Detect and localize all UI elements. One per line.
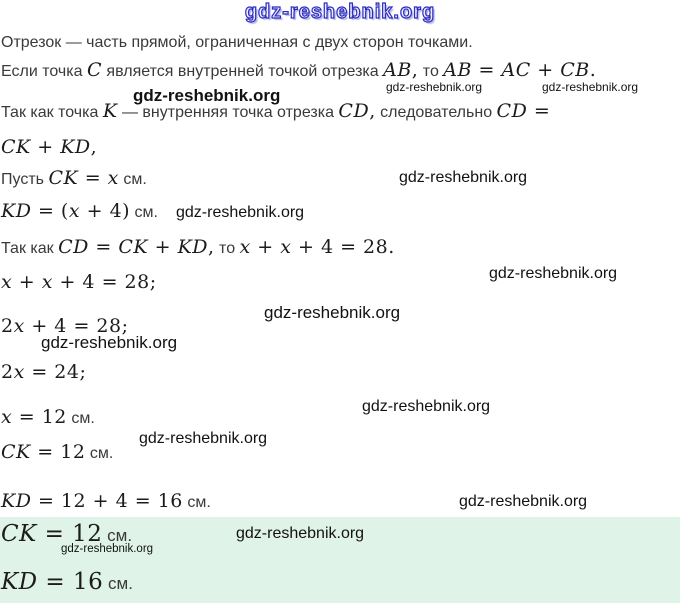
line-equation-setup: Так как CD = CK + KD, то x + x + 4 = 28. (1, 236, 395, 258)
watermark: gdz-reshebnik.org (61, 543, 154, 555)
line-kd-calculation: KD = 12 + 4 = 16 см. (1, 490, 211, 512)
line-x-result: x = 12 см. (1, 406, 95, 428)
watermark: gdz-reshebnik.org (41, 333, 178, 352)
line-ck-plus-kd: CK + KD, (1, 136, 98, 158)
watermark: gdz-reshebnik.org (542, 80, 639, 94)
watermark: gdz-reshebnik.org (176, 204, 305, 221)
line-ck-result: CK = 12 см. (1, 441, 114, 463)
watermark: gdz-reshebnik.org (489, 265, 618, 282)
line-kd-expression: KD = (x + 4) см. (1, 200, 158, 222)
watermark: gdz-reshebnik.org (236, 525, 365, 542)
line-rule-ab: Если точка C является внутренней точкой отрезка AB, то AB = AC + CB. (1, 59, 597, 81)
watermark: gdz-reshebnik.org (459, 493, 588, 510)
line-let-ck: Пусть CK = x см. (1, 167, 147, 189)
line-cd-setup: Так как точка K — внутренняя точка отрезка CD, следовательно CD = (1, 100, 551, 122)
line-definition: Отрезок — часть прямой, ограниченная с двух сторон точками. (1, 34, 473, 51)
watermark: gdz-reshebnik.org (264, 303, 401, 322)
line-equation-3: 2x = 24; (1, 361, 87, 383)
answer-ck: CK = 12 см. (1, 521, 133, 547)
watermark: gdz-reshebnik.org (399, 169, 528, 186)
answer-kd: KD = 16 см. (1, 569, 133, 595)
watermark: gdz-reshebnik.org (362, 398, 491, 415)
site-logo: gdz-reshebnik.org (244, 1, 436, 23)
watermark: gdz-reshebnik.org (139, 430, 268, 447)
watermark: gdz-reshebnik.org (133, 86, 281, 105)
line-equation-1: x + x + 4 = 28; (1, 271, 157, 293)
line-equation-2: 2x + 4 = 28; (1, 315, 129, 337)
watermark: gdz-reshebnik.org (386, 80, 483, 94)
